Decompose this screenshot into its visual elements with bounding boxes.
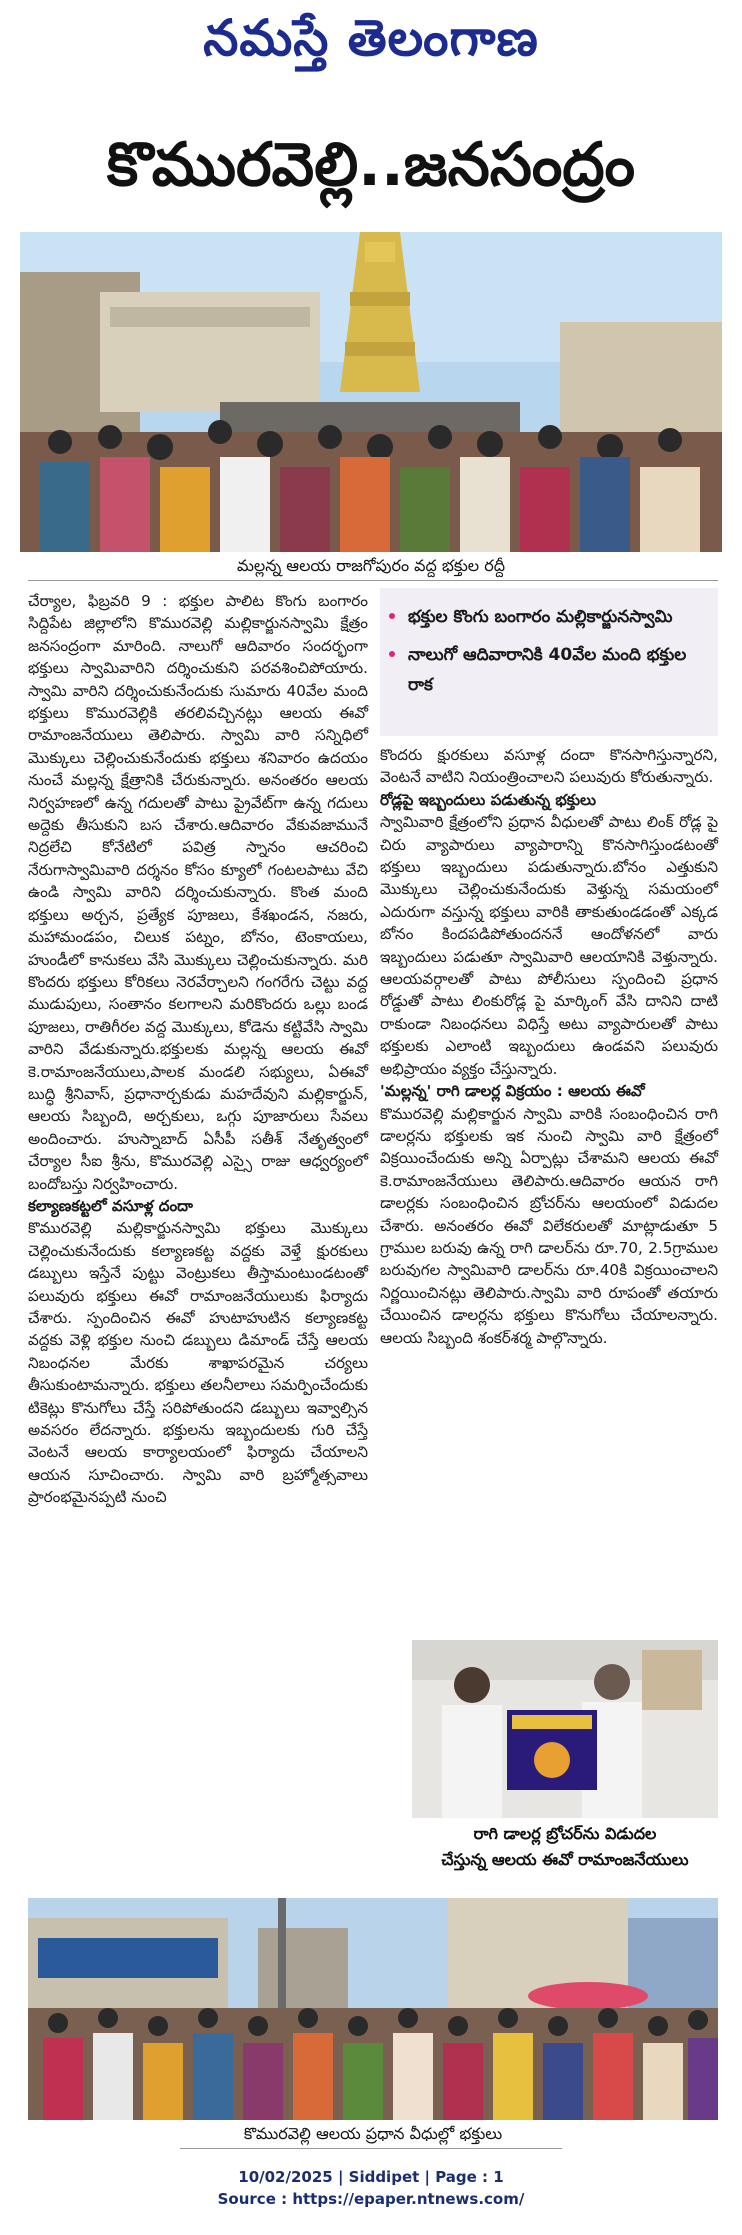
headline: కొమురవెల్లి..జనసంద్రం xyxy=(106,130,636,200)
street-crowd-photo xyxy=(28,1898,718,2120)
photo1-caption: మల్లన్న ఆలయ రాజగోపురం వద్ద భక్తుల రద్దీ xyxy=(236,556,506,575)
article-column-1 xyxy=(28,590,368,1895)
article-paragraph: స్వామివారి క్షేత్రంలోని ప్రధాన వీధులతో పాటు లింక్ రోడ్ల పై చిరు వ్యాపారులు వ్యాపారాన్ని కొనసాగిస్తుండటంతో భక్తులు ఇబ్బందులు పడుతున్నారు.బోనం ఎత్తుకుని మొక్కులు చెల్లించుకునేందుకు వెళ్తున్న సమయంలో ఎదురుగా వస్తున్న భక్తులు వారికి తాకుతుండడంతో ఎక్కడ బోనం కిందపడిపోతుందననే ఆందోళనలో వారు ఇబ్బందులు పడుతూ స్వామివారి ఆలయానికి వెళ్తున్నారు. ఆలయవర్గాలతో పాటు పోలీసులు స్పందించి ప్రధాన రోడ్డుతో పాటు లింకురోడ్ల పై మార్కింగ్ వేసి దానిని దాటి రాకుండా నిబంధనలు విధిస్తే అటు వ్యాపారులతో పాటు భక్తులకు ఎలాంటి ఇబ్బందులు ఉండవని పలువురు అభిప్రాయం వ్యక్తం చేస్తున్నారు. xyxy=(380,813,718,1078)
photo2-caption-line2: చేస్తున్న ఆలయ ఈవో రామాంజనేయులు xyxy=(441,1850,689,1869)
highlights-box xyxy=(380,588,718,736)
subheading-kalyanakatta: కల్యాణకట్టలో వసూళ్ల దందా xyxy=(28,1196,193,1215)
photo2-caption-line1: రాగి డాలర్ల బ్రోచర్‌ను విడుదల xyxy=(473,1824,657,1843)
brochure-release-photo xyxy=(412,1640,718,1818)
subheading-roads: రోడ్లపై ఇబ్బందులు పడుతున్న భక్తులు xyxy=(380,790,596,809)
temple-gopuram-photo xyxy=(20,232,722,552)
highlight-item: • నాలుగో ఆదివారానికి 40వేల మంది భక్తుల రాక xyxy=(408,638,706,700)
subheading-copper-dollars: 'మల్లన్న' రాగి డాలర్ల విక్రయం : ఆలయ ఈవో xyxy=(380,1082,645,1101)
article-paragraph: చేర్యాల, ఫిబ్రవరి 9 : భక్తుల పాలిట కొంగు బంగారం సిద్దిపేట జిల్లాలోని కొమురవెల్లి మల్లికార్జునస్వామి క్షేత్రం జనసంద్రంగా మారింది. నాలుగో ఆదివారం సందర్భంగా భక్తులు స్వామివారిని దర్శించుకుని పరవశించిపోయారు. స్వామి వారిని దర్శించుకునేందుకు సుమారు 40వేల మంది భక్తులు కొమురవెల్లికి తరలివచ్చినట్లు ఆలయ ఈవో రామాంజనేయులు తెలిపారు. స్వామి వారి సన్నిధిలో మొక్కులు చెల్లించుకునేందుకు భక్తులు శనివారం ఉదయం నుంచే మల్లన్న క్షేత్రానికి చేరుకున్నారు. అనంతరం ఆలయ నిర్వహణలో ఉన్న గదులతో పాటు ప్రైవేట్‌గా ఉన్న గదులు అద్దెకు తీసుకుని బస చేశారు.ఆదివారం వేకువజామునే నిద్రలేచి కోనేటిలో పవిత్ర స్నానం ఆచరించి నేరుగాస్వామివారి దర్శనం కోసం క్యూలో గంటలపాటు వేచి ఉండి స్వామి వారిని దర్శించుకున్నారు. కొంత మంది భక్తులు అర్చన, ప్రత్యేక పూజలు, కేశఖండన, నజరు, మహామండపం, చిలుక పట్నం, బోనం, టెంకాయలు, హుండీలో కానుకలు వేసి మొక్కులు చెల్లించుకున్నారు. మరి కొందరు భక్తులు కోరికలు నెరవేర్చాలని గంగరేగు చెట్టు వద్ద ముడుపులు, సంతానం కలగాలని మరికొందరు ఒల్లు బండ పూజలు, రాతిగీరల వద్ద మొక్కులు, కోడెను కట్టివేసి స్వామి వారిని వేడుకున్నారు.భక్తులకు మల్లన్న ఆలయ ఈవో కె.రామాంజనేయులు,పాలక మండలి సభ్యులు, ఏఈవో బుద్ధి శ్రీనివాస్, ప్రధానార్చకుడు మహదేవుని మల్లికార్జున్, ఆలయ సిబ్బంది, అర్చకులు, ఒగ్గు పూజారులు సేవలు అందించారు. హుస్నాబాద్ ఏసీపీ సతీశ్ నేతృత్వంలో చేర్యాల సీఐ శ్రీను, కొమురవెల్లి ఎస్సై రాజు ఆధ్వర్యంలో బందోబస్తు నిర్వహించారు. xyxy=(28,592,368,1193)
article-paragraph: కొమురవెల్లి మల్లికార్జునస్వామి భక్తులు మొక్కులు చెల్లించుకునేందుకు కల్యాణకట్ట వద్దకు వెళ్తే క్షురకులు డబ్బులు ఇస్తేనే పుట్టు వెంట్రుకలు తీస్తామంటుండటంతో పలువురు భక్తులు ఈవో రామాంజనేయులుకు ఫిర్యాదు చేశారు. స్పందించిన ఈవో హుటాహుటిన కల్యాణకట్ట వద్దకు వెళ్లి భక్తుల నుంచి డబ్బులు డిమాండ్ చేస్తే ఆలయ నిబంధనల మేరకు శాఖాపరమైన చర్యలు తీసుకుంటామన్నారు. భక్తులు తలనీలాలు సమర్పించేందుకు టికెట్లు కొనుగోలు చేస్తే సరిపోతుందని డబ్బులు ఇవ్వాల్సిన అవసరం లేదన్నారు. భక్తులను ఇబ్బందులకు గురి చేస్తే వెంటనే ఆలయ కార్యాలయంలో ఫిర్యాదు చేయాలని ఆయన సూచించారు. స్వామి వారి బ్రహ్మోత్సవాలు ప్రారంభమైనప్పటి నుంచి xyxy=(28,1219,368,1507)
photo3-caption: కొమురవెల్లి ఆలయ ప్రధాన వీధుల్లో భక్తులు xyxy=(243,2124,503,2143)
bottom-rule xyxy=(180,2148,562,2149)
article-paragraph: కొందరు క్షురకులు వసూళ్ల దందా కొనసాగిస్తున్నారని, వెంటనే వాటిని నియంత్రించాలని పలువురు కోరుతున్నారు. xyxy=(380,746,718,787)
footer-dateline: 10/02/2025 | Siddipet | Page : 1 xyxy=(238,2168,504,2186)
caption-rule xyxy=(28,580,718,581)
footer-source: Source : https://epaper.ntnews.com/ xyxy=(217,2190,525,2208)
article-paragraph: కొమురవెల్లి మల్లికార్జున స్వామి వారికి సంబంధించిన రాగి డాలర్లను భక్తులకు ఇక నుంచి స్వామి వారి క్షేత్రంలో విక్రయించేందుకు అన్ని ఏర్పాట్లు చేశామని ఆలయ ఈవో కె.రామాంజనేయులు తెలిపారు.ఆదివారం ఆయన రాగి డాలర్లకు సంబంధించిన బ్రోచర్‌ను ఆలయంలో విడుదల చేశారు. అనంతరం ఈవో విలేకరులతో మాట్లాడుతూ 5 గ్రాముల బరువు ఉన్న రాగి డాలర్‌ను రూ.70, 2.5గ్రాముల బరువుగల స్వామివారి డాలర్‌ను రూ.40కి విక్రయించాలని నిర్ణయించినట్లు తెలిపారు.స్వామి వారి రూపంతో తయారు చేయించిన డాలర్లను భక్తులు కొనుగోలు చేయాలన్నారు. ఆలయ సిబ్బంది శంకర్‌శర్మ పాల్గొన్నారు. xyxy=(380,1104,718,1347)
masthead: నమస్తే తెలంగాణ xyxy=(203,8,539,67)
highlight-item: • భక్తుల కొంగు బంగారం మల్లికార్జునస్వామి xyxy=(408,600,706,632)
article-column-2 xyxy=(380,744,718,1634)
